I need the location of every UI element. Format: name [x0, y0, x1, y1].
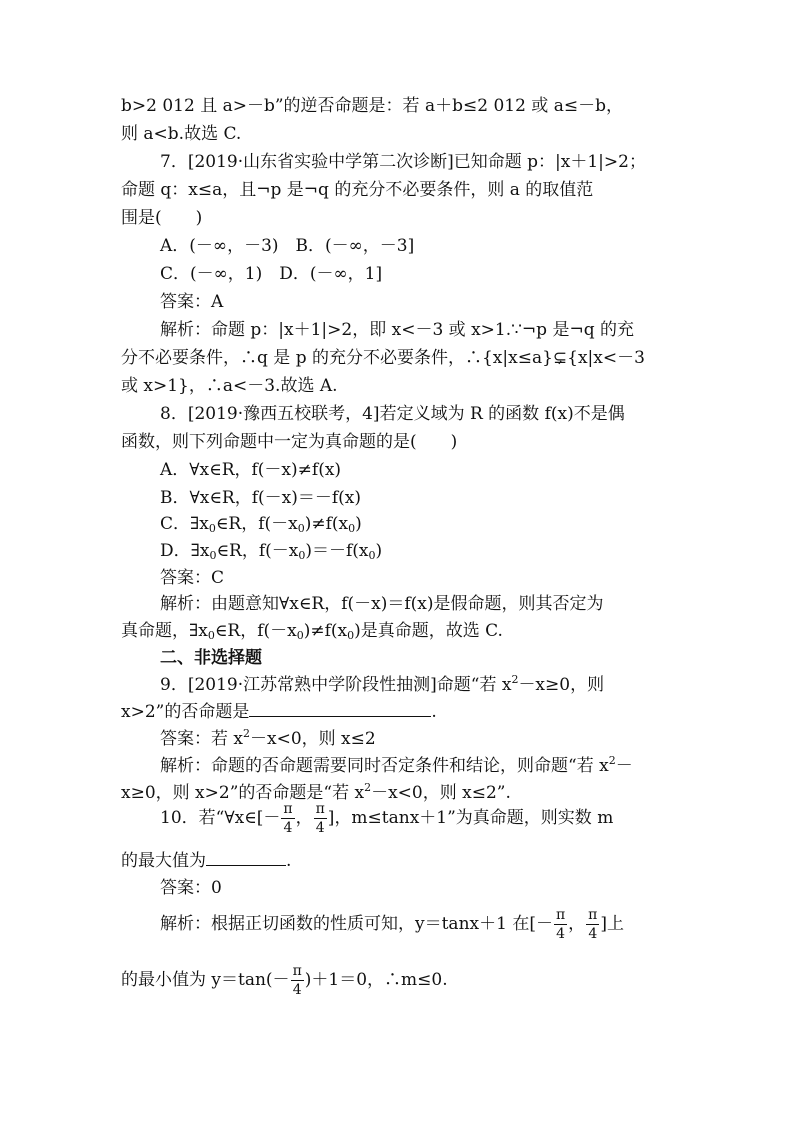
question-7-stem: 7．[2019·山东省实验中学第二次诊断]已知命题 p：|x＋1|>2； [160, 152, 646, 172]
question-8-option-c: C．$\exists x_0\in R$，$f(-x_0)\ne f(x_0)$ [160, 514, 362, 535]
fraction-pi-over-4: $\frac{\pi}{4}$ [555, 907, 566, 942]
text-line: 则 a<b.故选 C. [121, 124, 242, 144]
question-9-solution: x≥0，则 x>2”的否命题是“若 $x^2-x<0$，则 x≤2”. [121, 781, 511, 803]
question-8-option-a: A．∀x∈R，f(－x)≠f(x) [160, 460, 342, 480]
question-10-answer: 答案：0 [160, 878, 222, 898]
question-7-options: A．(－∞，－3) B．(－∞，－3] [160, 236, 415, 256]
question-8-solution: 真命题，$\exists x_0\in R$，$f(-x_0)\ne f(x_0)$是真命题，故选 C. [121, 621, 503, 642]
question-7-stem: 命题 q：x≤a，且¬p 是¬q 的充分不必要条件，则 a 的取值范 [121, 180, 594, 200]
question-7-stem: 围是( ) [121, 208, 203, 228]
question-10-solution: 解析：根据正切函数的性质可知，y＝tanx＋1 在[－ $\frac{\pi}{4}$ ， $\frac{\pi}{4}$ ]上 [160, 907, 625, 942]
question-7-options: C．(－∞，1) D．(－∞，1] [160, 264, 383, 284]
question-9-answer: 答案：若 $x^2-x<0$，则 x≤2 [160, 727, 376, 749]
question-7-solution: 或 x>1}，∴a<－3.故选 A. [121, 376, 338, 396]
question-9-stem: 9．[2019·江苏常熟中学阶段性抽测]命题“若 $x^2-x\ge 0$，则 [160, 673, 605, 695]
fraction-pi-over-4: $\frac{\pi}{4}$ [588, 907, 598, 942]
question-8-answer: 答案：C [160, 568, 225, 588]
answer-blank[interactable] [249, 700, 431, 717]
question-7-solution: 分不必要条件，∴q 是 p 的充分不必要条件，∴{x|x≤a}⊊{x|x<－3 [121, 348, 645, 368]
question-8-solution: 解析：由题意知∀x∈R，f(－x)＝f(x)是假命题，则其否定为 [160, 594, 604, 614]
answer-blank[interactable] [206, 849, 286, 866]
section-heading: 二、非选择题 [160, 648, 262, 668]
question-9-solution: 解析：命题的否命题需要同时否定条件和结论，则命题“若 $x^2-$ [160, 754, 633, 776]
question-10-stem: 的最大值为 . [121, 851, 292, 871]
question-7-solution: 解析：命题 p：|x＋1|>2，即 x<－3 或 x>1.∵¬p 是¬q 的充 [160, 320, 634, 340]
question-10-stem: 10．若“∀x∈[－ $\frac{\pi}{4}$ ， $\frac{\pi}{4}$ ]，m≤tanx＋1”为真命题，则实数 m [160, 801, 614, 836]
fraction-pi-over-4: $\frac{\pi}{4}$ [283, 801, 293, 836]
question-7-answer: 答案：A [160, 292, 224, 312]
text-line: b>2 012 且 a>－b”的逆否命题是：若 a＋b≤2 012 或 a≤－b， [121, 96, 623, 116]
question-9-stem: x>2”的否命题是 . [121, 702, 437, 722]
question-8-option-b: B．∀x∈R，f(－x)＝－f(x) [160, 488, 362, 508]
fraction-pi-over-4: $\frac{\pi}{4}$ [315, 801, 325, 836]
fraction-pi-over-4: $\frac{\pi}{4}$ [292, 963, 302, 998]
question-8-option-d: D．$\exists x_0\in R$，$f(-x_0)=-f(x_0)$ [160, 541, 383, 562]
question-10-solution: 的最小值为 y＝tan(－ $\frac{\pi}{4}$ )＋1＝0，∴m≤0. [121, 963, 448, 998]
question-8-stem: 函数，则下列命题中一定为真命题的是( ) [121, 432, 458, 452]
question-8-stem: 8．[2019·豫西五校联考，4]若定义域为 R 的函数 f(x)不是偶 [160, 404, 625, 424]
